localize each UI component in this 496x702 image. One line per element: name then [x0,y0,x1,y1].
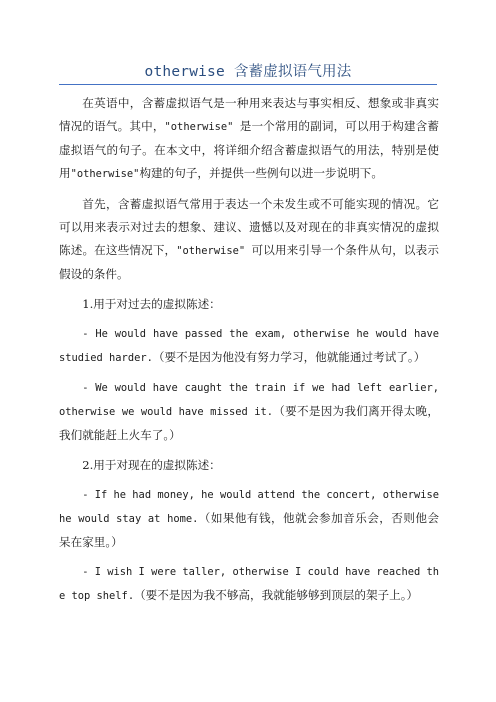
text-segment-code: - I wish I were taller, otherwise I could have reached the top shelf. [59,566,439,602]
paragraph-first [59,193,439,286]
example-past-1 [59,322,439,370]
text-segment: （要不是因为他没有努力学习，他就能通过考试了。） [152,350,426,364]
example-past-2 [59,376,439,447]
text-segment: （要不是因为我们离开得太晚，我们就能赶上火车了。） [59,404,439,442]
text-segment-code: "otherwise" [70,168,140,180]
title-underline [59,84,437,85]
paragraph-intro [59,92,439,186]
text-segment-code: - If he had money, he would attend the concert, otherwise he would stay at home. [59,489,439,525]
text-segment: 在英语中，含蓄虚拟语气是一种用来表达与事实相反、想象或非真实情况的语气。其中， [59,96,439,133]
text-segment: 可以用来引导一个条件从句，以表示假设的条件。 [59,243,439,281]
example-present-2 [59,560,439,608]
section-heading-present [59,454,439,477]
document-body [59,92,439,608]
text-segment: 首先，含蓄虚拟语气常用于表达一个未发生或不可能实现的情况。它可以用来表示对过去的想象、建议、遗憾以及对现在的非真实情况的虚拟陈述。在这些情况下， [59,197,439,257]
text-segment-code: "otherwise" [176,245,252,257]
text-segment: 1.用于对过去的虚拟陈述： [82,297,221,311]
text-segment: （要不是因为我不够高，我就能够够到顶层的架子上。） [134,588,419,602]
section-heading-past [59,293,439,316]
document-title: otherwise 含蓄虚拟语气用法 [144,64,352,80]
text-segment-code: - We would have caught the train if we had left earlier, otherwise we would have missed it. [59,382,439,418]
text-segment: （如果他有钱，他就会参加音乐会，否则他会呆在家里。） [59,511,439,549]
text-segment-code: "otherwise" [164,121,240,133]
text-segment: 构建的句子，并提供一些例句以进一步说明下。 [139,166,383,180]
text-segment: 是一个常用的副词，可以用于构建含蓄虚拟语气的句子。在本文中，将详细介绍含蓄虚拟语气的用法，特别是使用 [59,119,439,180]
text-segment-code: - He would have passed the exam, otherwise he would have studied harder. [59,328,439,364]
example-present-1 [59,483,439,554]
text-segment: 2.用于对现在的虚拟陈述： [82,458,221,472]
